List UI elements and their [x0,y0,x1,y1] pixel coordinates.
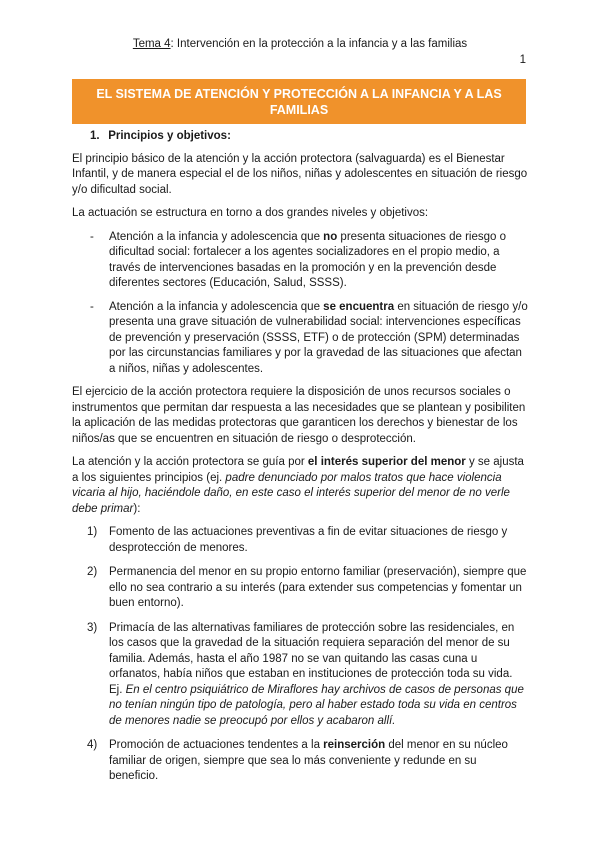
example-text: padre denunciado por malos tratos que hace violencia vicaria al hijo, haciéndole daño, en este caso el interés superior del menor de no verle debe primar [72,471,510,515]
section-number: 1. [90,130,100,142]
item-number: 3) [87,621,98,634]
item-number: 4) [87,739,98,751]
example-text: En el centro psiquiátrico de Miraflores hay archivos de casos de personas que no tenían ningún tipo de patología, pero al haber estado toda su vida en centros de menores nadie se preocupó por ellos y acabaron allí. [109,683,524,727]
intro-paragraph: El principio básico de la atención y la acción protectora (salvaguarda) es el Bienestar Infantil, y de manera especial el de los niños, niñas y adolescentes en situación de riesgo y/o dificultad social. [72,152,528,196]
page-header [0,37,600,51]
item-number: 1) [87,526,98,538]
list-item: - Atención a la infancia y adolescencia que no presenta situaciones de riesgo o dificultad social: fortalecer a los agentes socializadores en el propio medio, a través de intervenciones basadas en la promoción y en la prevención desde diferentes sectores (Educación, Salud, SSSS). [90,230,507,289]
dash-marker: - [90,230,94,243]
list-item: - Atención a la infancia y adolescencia que se encuentra en situación de riesgo y/o presenta una grave situación de vulnerabilidad social: intervenciones específicas de prevención y preservación (SSSS, ETF) o de protección (SPM) determinadas por las circunstancias familiares y por la gravedad de las situaciones que afectan a niños, niñas y adolescentes. [90,300,528,375]
list-item: 2) Permanencia del menor en su propio entorno familiar (preservación), siempre que ello no sea contrario a su interés (para extender sus competencias y fomentar un buen entorno). [87,566,527,609]
principles-list [72,525,528,785]
list-item: 1) Fomento de las actuaciones preventivas a fin de evitar situaciones de riesgo y desprotección de menores. [87,526,508,554]
header-topic: Tema 4 [132,38,171,50]
section-heading [72,129,528,145]
section-banner: EL SISTEMA DE ATENCIÓN Y PROTECCIÓN A LA INFANCIA Y A LAS FAMILIAS [72,79,526,124]
list-item: 3) Primacía de las alternativas familiares de protección sobre las residenciales, en los casos que la gravedad de la situación requiera separación del menor de su familia. Además, hasta el año 1987 no se van quitando las casas cuna u orfanatos, había niños que estaban en instituciones de protección toda su vida. Ej. En el centro psiquiátrico de Miraflores hay archivos de casos de personas que no tenían ningún tipo de patología, pero al haber estado toda su vida en centros de menores nadie se preocupó por ellos y acabaron allí. [87,621,524,727]
key-principle: el interés superior del menor [307,456,466,468]
section-title: Principios y objetivos: [108,130,231,142]
levels-list [72,230,528,378]
levels-intro-paragraph: La actuación se estructura en torno a dos grandes niveles y objetivos: [72,207,429,219]
resources-paragraph: El ejercicio de la acción protectora requiere la disposición de unos recursos sociales o instrumentos que permitan dar respuesta a las necesidades que se plantean y posibiliten la aplicación de las medidas protectoras que garanticen los derechos y bienestar de los niños/as que se encuentren en situación de riesgo o desprotección. [72,386,526,445]
item-number: 2) [87,566,98,578]
interest-paragraph: La atención y la acción protectora se guía por el interés superior del menor y se ajusta a los siguientes principios (ej. padre denunciado por malos tratos que hace violencia vicaria al hijo, haciéndole daño, en este caso el interés superior del menor de no verle debe primar): [72,456,524,515]
list-item: 4) Promoción de actuaciones tendentes a la reinserción del menor en su núcleo familiar de origen, siempre que sea lo más conveniente y redunde en su beneficio. [87,739,508,782]
document-body [72,129,528,794]
page-number: 1 [519,54,526,66]
header-title: : Intervención en la protección a la infancia y a las familias [170,38,468,50]
dash-marker: - [90,300,94,313]
